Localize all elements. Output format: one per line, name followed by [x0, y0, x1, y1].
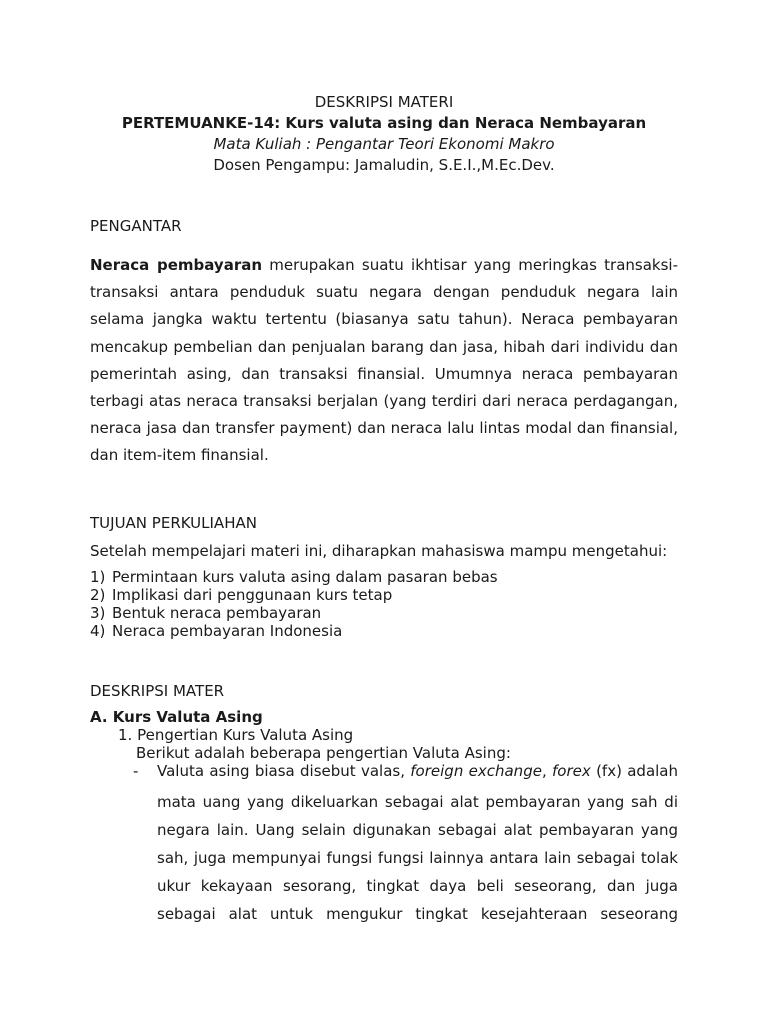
subsection-1-intro: Berikut adalah beberapa pengertian Valuta Asing:	[136, 744, 511, 762]
subsection-1-heading: 1. Pengertian Kurs Valuta Asing	[118, 726, 354, 744]
definition-line: mata uang yang dikeluarkan sebagai alat pembayaran yang sah di	[157, 793, 678, 811]
definition-line: ukur kekayaan sesorang, tingkat daya beli seseorang, dan juga	[157, 877, 678, 895]
intro-line: selama jangka waktu tertentu (biasanya satu tahun). Neraca pembayaran	[90, 310, 678, 329]
definition-line: negara lain. Uang selain digunakan sebagai alat pembayaran yang	[157, 821, 678, 839]
definition-line: sebagai alat untuk mengukur tingkat kesejahteraan seseorang	[157, 905, 678, 923]
intro-line: terbagi atas neraca transaksi berjalan (yang terdiri dari neraca perdagangan,	[90, 392, 678, 411]
intro-line-text: merupakan suatu ikhtisar yang meringkas transaksi-	[262, 256, 678, 274]
intro-line	[90, 252, 678, 279]
definition-paragraph	[157, 788, 678, 928]
objectives-heading: TUJUAN PERKULIAHAN	[90, 514, 257, 532]
intro-paragraph	[90, 252, 678, 470]
intro-heading: PENGANTAR	[90, 217, 182, 235]
meeting-subtitle	[0, 113, 768, 134]
objectives-intro: Setelah mempelajari materi ini, diharapkan mahasiswa mampu mengetahui:	[90, 542, 668, 560]
intro-line: transaksi antara penduduk suatu negara dengan penduduk negara lain	[90, 283, 678, 302]
definition-line: sah, juga mempunyai fungsi fungsi lainnya antara lain sebagai tolak	[157, 849, 678, 867]
material-heading: DESKRIPSI MATER	[90, 682, 225, 700]
list-item: 1) Permintaan kurs valuta asing dalam pasaran bebas	[90, 568, 498, 586]
intro-line: neraca jasa dan transfer payment) dan neraca lalu lintas modal dan finansial,	[90, 419, 678, 438]
document-title: DESKRIPSI MATERI	[314, 93, 454, 111]
intro-bold-term: Neraca pembayaran	[90, 256, 263, 274]
definition-line: Valuta asing biasa disebut valas, foreign exchange, forex (fx) adalah	[157, 762, 678, 780]
intro-line: dan item-item finansial.	[90, 446, 269, 465]
definition-bullet: -	[133, 762, 139, 780]
intro-line: mencakup pembelian dan penjualan barang dan jasa, hibah dari individu dan	[90, 337, 678, 356]
list-item: 4) Neraca pembayaran Indonesia	[90, 622, 343, 640]
intro-line: pemerintah asing, dan transaksi finansial. Umumnya neraca pembayaran	[90, 364, 678, 383]
meeting-number: PERTEMUANKE-14:	[121, 114, 286, 132]
lecturer-name: Dosen Pengampu: Jamaludin, S.E.I.,M.Ec.Dev.	[213, 156, 555, 174]
objectives-list	[90, 568, 678, 640]
section-a-heading: A. Kurs Valuta Asing	[90, 708, 263, 726]
document-header	[0, 92, 768, 176]
meeting-topic: Kurs valuta asing dan Neraca Nembayaran	[285, 114, 647, 132]
course-name: Mata Kuliah : Pengantar Teori Ekonomi Makro	[213, 135, 555, 153]
list-item: 2) Implikasi dari penggunaan kurs tetap	[90, 586, 393, 604]
list-item: 3) Bentuk neraca pembayaran	[90, 604, 322, 622]
